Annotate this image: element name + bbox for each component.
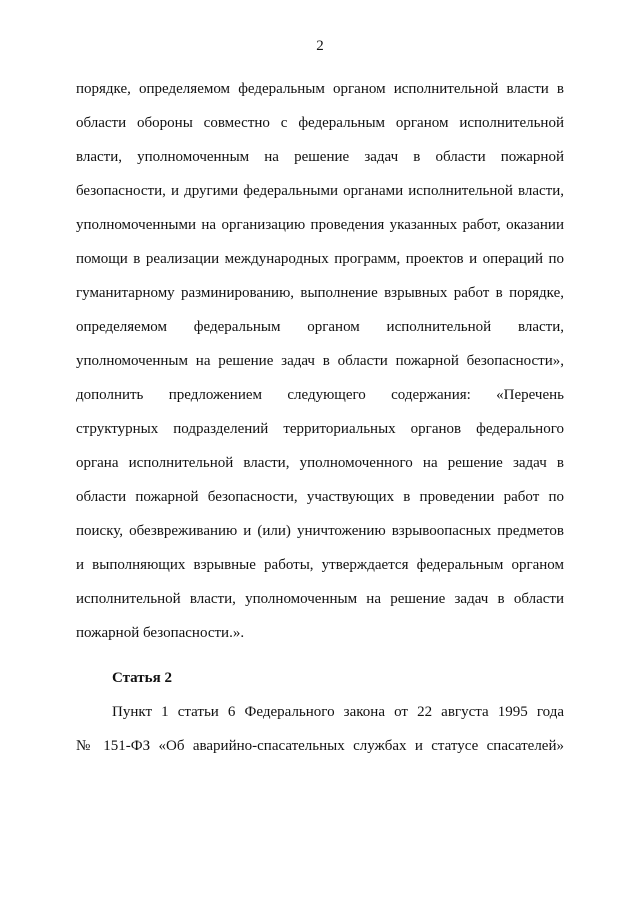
text-line: гуманитарному разминированию, выполнение взрывных работ в порядке, xyxy=(76,285,564,301)
page-number: 2 xyxy=(316,38,324,54)
document-body xyxy=(76,72,564,763)
text-line: власти, уполномоченным на решение задач в области пожарной xyxy=(76,149,564,165)
text-line: помощи в реализации международных программ, проектов и операций по xyxy=(76,251,564,267)
text-line: порядке, определяемом федеральным органом исполнительной власти в xyxy=(76,81,564,97)
text-line: определяемом федеральным органом исполнительной власти, xyxy=(76,319,564,335)
text-line: области пожарной безопасности, участвующих в проведении работ по xyxy=(76,489,564,505)
text-line: № 151-ФЗ «Об аварийно-спасательных службах и статусе спасателей» xyxy=(76,738,564,754)
article-heading: Статья 2 xyxy=(112,670,172,686)
text-line: безопасности, и другими федеральными органами исполнительной власти, xyxy=(76,183,564,199)
text-line: дополнить предложением следующего содержания: «Перечень xyxy=(76,387,564,403)
text-line: органа исполнительной власти, уполномоченного на решение задач в xyxy=(76,455,564,471)
text-line: пожарной безопасности.». xyxy=(76,625,245,641)
text-line: уполномоченными на организацию проведения указанных работ, оказании xyxy=(76,217,564,233)
text-line: поиску, обезвреживанию и (или) уничтожению взрывоопасных предметов xyxy=(76,523,564,539)
text-line: исполнительной власти, уполномоченным на решение задач в области xyxy=(76,591,564,607)
text-line: Пункт 1 статьи 6 Федерального закона от 22 августа 1995 года xyxy=(112,704,564,720)
text-line: уполномоченным на решение задач в области пожарной безопасности», xyxy=(76,353,564,369)
text-line: и выполняющих взрывные работы, утверждается федеральным органом xyxy=(76,557,564,573)
text-line: структурных подразделений территориальных органов федерального xyxy=(76,421,564,437)
text-line: области обороны совместно с федеральным органом исполнительной xyxy=(76,115,564,131)
